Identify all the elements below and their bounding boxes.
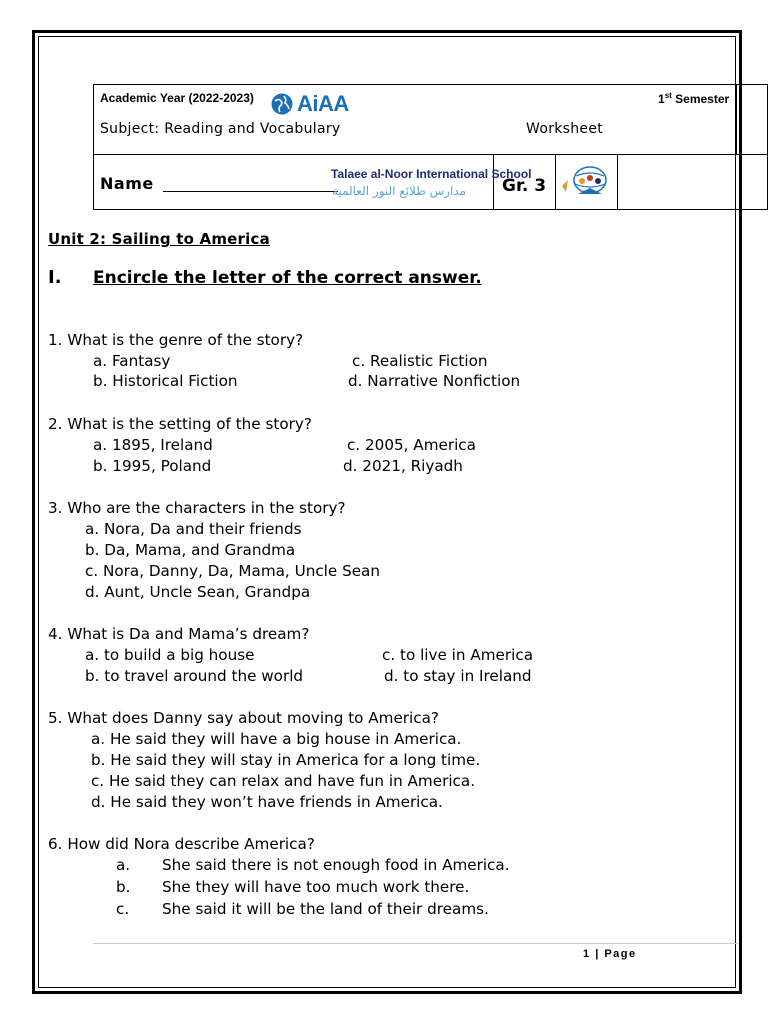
q1-option-b: b. Historical Fiction	[93, 372, 238, 390]
footer-divider	[93, 943, 738, 944]
question-6: 6. How did Nora describe America?	[48, 835, 315, 853]
q1-option-a: a. Fantasy	[93, 352, 171, 370]
school-name: Talaee al-Noor International School	[331, 167, 532, 181]
question-5: 5. What does Danny say about moving to America?	[48, 709, 439, 727]
question-1: 1. What is the genre of the story?	[48, 331, 304, 349]
section-instruction: Encircle the letter of the correct answer.	[93, 268, 482, 288]
q6-option-letter-c: c.	[116, 900, 130, 918]
unit-title: Unit 2: Sailing to America	[48, 230, 270, 248]
question-2: 2. What is the setting of the story?	[48, 415, 312, 433]
grade-label: Gr. 3	[502, 176, 547, 196]
q4-option-b: b. to travel around the world	[85, 667, 304, 685]
question-3: 3. Who are the characters in the story?	[48, 499, 346, 517]
header-column-divider	[555, 155, 556, 209]
q2-option-d: d. 2021, Riyadh	[343, 457, 463, 475]
academic-year: Academic Year (2022-2023)	[100, 91, 254, 105]
q1-option-d: d. Narrative Nonfiction	[348, 372, 521, 390]
q4-option-a: a. to build a big house	[85, 646, 255, 664]
q6-option-b: She they will have too much work there.	[162, 878, 470, 896]
q1-option-c: c. Realistic Fiction	[352, 352, 488, 370]
page-number: 1	[583, 948, 591, 960]
q5-option-c: c. He said they can relax and have fun in America.	[91, 772, 476, 790]
q5-option-b: b. He said they will stay in America for a long time.	[91, 751, 481, 769]
semester-suffix: st	[664, 91, 672, 100]
question-4: 4. What is Da and Mama’s dream?	[48, 625, 310, 643]
header-column-divider	[736, 84, 737, 154]
section-number: I.	[48, 267, 62, 288]
q6-option-letter-a: a.	[116, 856, 131, 874]
q2-option-c: c. 2005, America	[347, 436, 476, 454]
q3-option-a: a. Nora, Da and their friends	[85, 520, 302, 538]
q3-option-d: d. Aunt, Uncle Sean, Grandpa	[85, 583, 311, 601]
subject-label: Subject: Reading and Vocabulary	[100, 121, 341, 137]
q3-option-b: b. Da, Mama, and Grandma	[85, 541, 296, 559]
q4-option-d: d. to stay in Ireland	[384, 667, 532, 685]
q3-option-c: c. Nora, Danny, Da, Mama, Uncle Sean	[85, 562, 380, 580]
q6-option-c: She said it will be the land of their dreams.	[162, 900, 489, 918]
name-label: Name	[100, 174, 154, 193]
logo-wordmark: AiAA	[297, 91, 349, 116]
q4-option-c: c. to live in America	[382, 646, 533, 664]
header-column-divider	[617, 155, 618, 209]
page-label: Page	[604, 948, 637, 960]
q2-option-b: b. 1995, Poland	[93, 457, 212, 475]
school-name-arabic: مدارس طلائع النور العالمية	[332, 184, 467, 198]
page-footer	[583, 948, 637, 960]
q5-option-a: a. He said they will have a big house in America.	[91, 730, 462, 748]
name-blank-line	[163, 191, 338, 192]
page-separator: |	[595, 948, 600, 960]
semester-number: 1	[658, 92, 665, 106]
q2-option-a: a. 1895, Ireland	[93, 436, 213, 454]
q6-option-letter-b: b.	[116, 878, 131, 896]
globe-logo-icon	[270, 92, 294, 116]
q6-option-a: She said there is not enough food in America.	[162, 856, 510, 874]
school-logo-icon	[560, 164, 608, 202]
semester-label: Semester	[671, 92, 730, 106]
header-column-divider	[493, 155, 494, 209]
worksheet-label: Worksheet	[526, 121, 604, 137]
q5-option-d: d. He said they won’t have friends in America.	[91, 793, 443, 811]
semester	[658, 91, 729, 106]
header-row-divider	[93, 154, 768, 155]
